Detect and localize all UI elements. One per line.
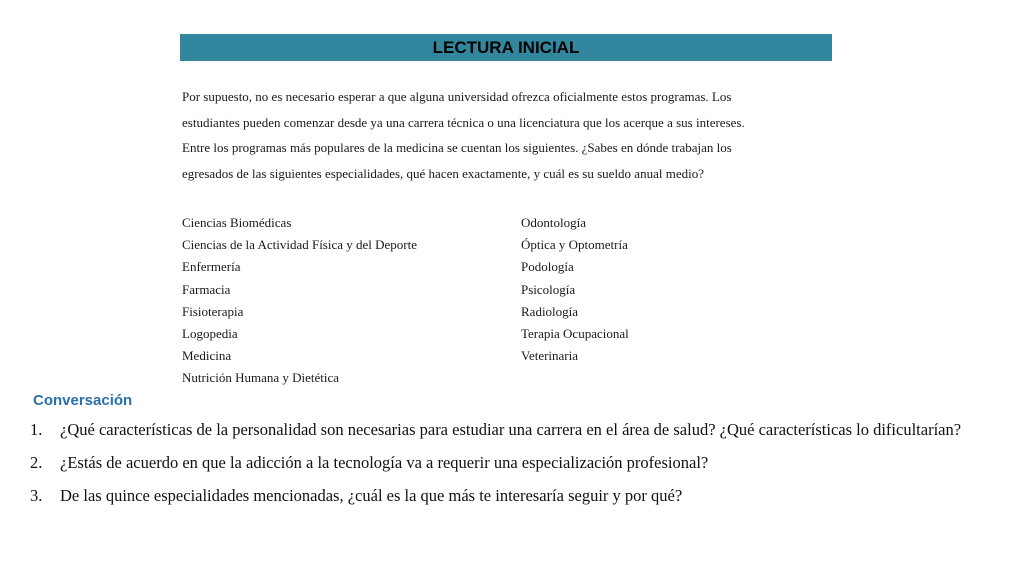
specialties-left-column — [182, 212, 417, 390]
specialty-item: Fisioterapia — [182, 303, 244, 319]
specialty-item: Medicina — [182, 348, 232, 364]
specialty-item: Veterinaria — [521, 348, 579, 364]
question-item — [30, 484, 995, 507]
reading-line: egresados de las siguientes especialidades, qué hacen exactamente, y cuál es su sueldo anual medio? — [182, 165, 704, 181]
specialty-item: Logopedia — [182, 326, 238, 342]
banner-title: LECTURA INICIAL — [432, 37, 580, 57]
specialty-item: Enfermería — [182, 259, 241, 275]
specialty-item: Ciencias Biomédicas — [182, 215, 292, 230]
specialties-right-column — [521, 212, 629, 367]
specialty-item: Odontología — [521, 215, 586, 230]
question-item — [30, 418, 995, 441]
question-list — [30, 418, 995, 517]
specialty-item: Podología — [521, 259, 574, 275]
specialty-item: Psicología — [521, 281, 576, 297]
question-number: 2. — [30, 453, 43, 472]
specialty-item: Nutrición Humana y Dietética — [182, 370, 340, 386]
question-number: 3. — [30, 486, 43, 505]
reading-line: Por supuesto, no es necesario esperar a que alguna universidad ofrezca oficialmente estos programas. Los — [182, 89, 732, 104]
specialty-item: Radiología — [521, 303, 579, 319]
specialty-item: Terapia Ocupacional — [521, 326, 629, 342]
specialty-item: Farmacia — [182, 281, 231, 297]
conversation-heading: Conversación — [33, 392, 133, 409]
specialty-item: Ciencias de la Actividad Física y del Deporte — [182, 237, 418, 253]
specialty-item: Óptica y Optometría — [521, 237, 628, 253]
section-banner — [180, 34, 832, 61]
reading-line: estudiantes pueden comenzar desde ya una carrera técnica o una licenciatura que los acerque a sus intereses. — [182, 114, 745, 130]
reading-line: Entre los programas más populares de la medicina se cuentan los siguientes. ¿Sabes en dónde trabajan los — [182, 140, 732, 155]
question-item — [30, 451, 995, 474]
question-text: ¿Estás de acuerdo en que la adicción a la tecnología va a requerir una especialización profesional? — [60, 453, 709, 472]
reading-passage — [182, 84, 842, 186]
question-text: De las quince especialidades mencionadas, ¿cuál es la que más te interesaría seguir y por qué? — [60, 486, 683, 505]
question-number: 1. — [30, 420, 43, 439]
question-text: ¿Qué características de la personalidad son necesarias para estudiar una carrera en el área de salud? ¿Qué características lo dificultarían? — [60, 420, 962, 439]
